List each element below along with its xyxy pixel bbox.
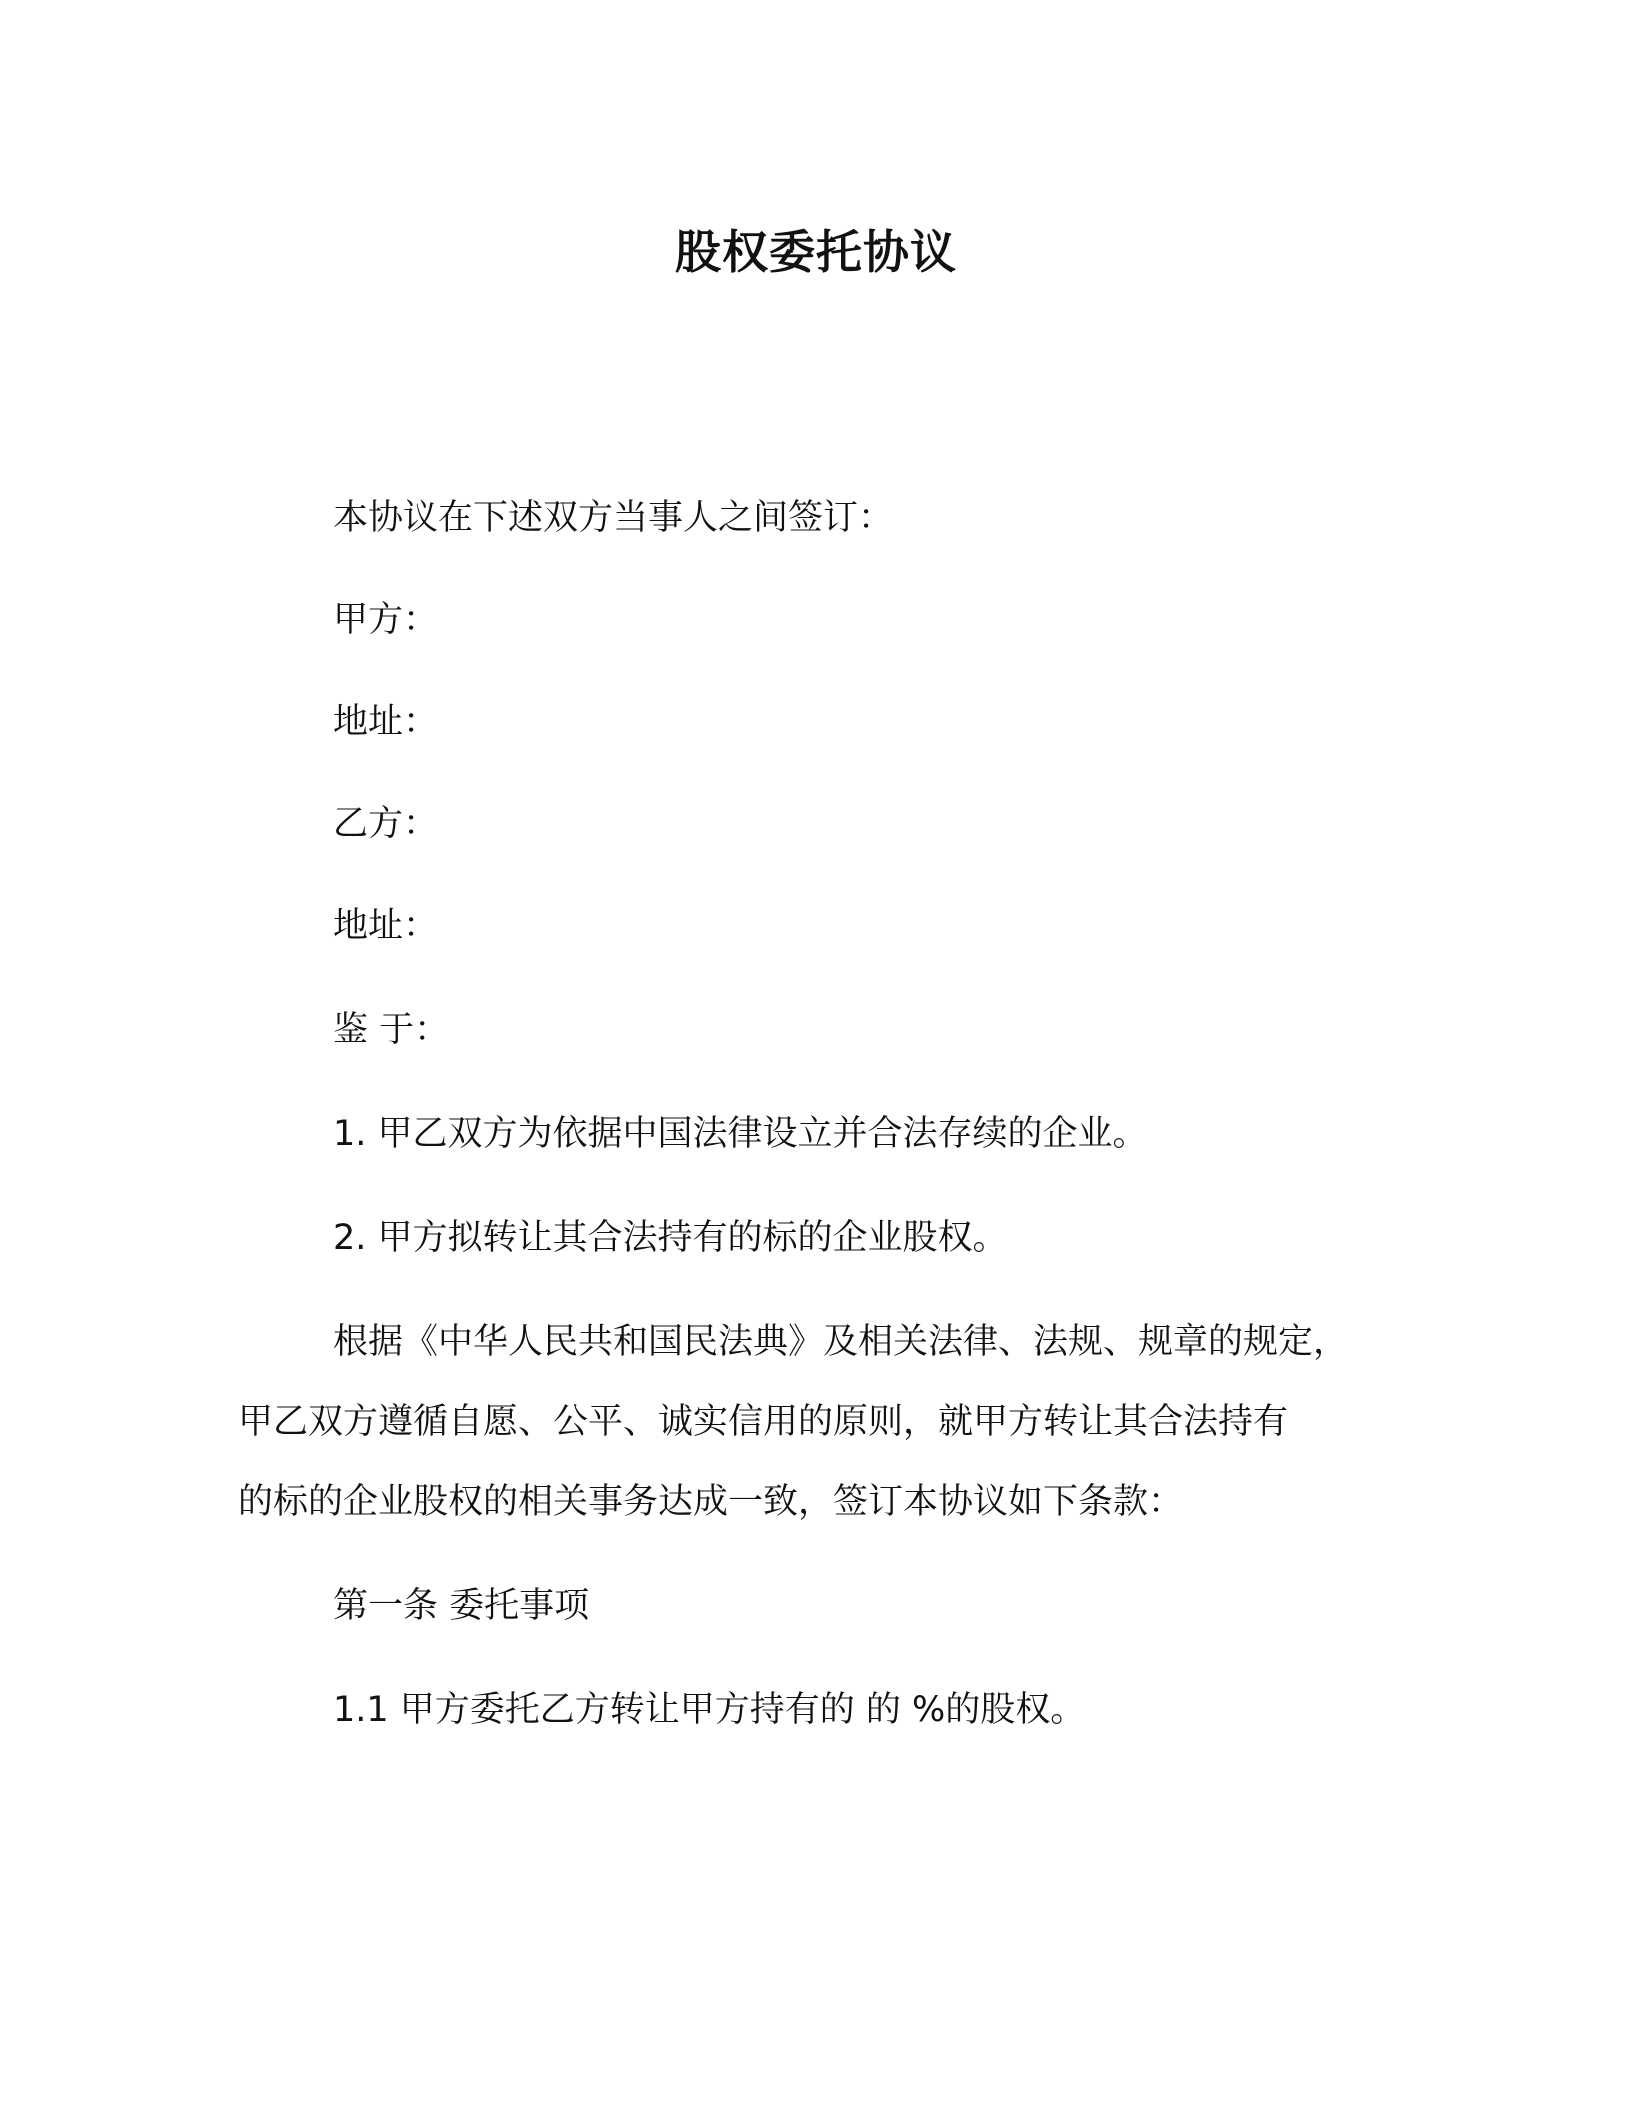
- intro-line: 本协议在下述双方当事人之间签订：: [333, 498, 894, 538]
- party-a-address-label: 地址：: [333, 702, 439, 742]
- whereas-item: 2. 甲方拟转让其合法持有的标的企业股权。: [333, 1218, 1008, 1258]
- whereas-label: 鉴 于：: [333, 1010, 450, 1050]
- party-b-address-label: 地址：: [333, 906, 439, 946]
- basis-paragraph-line: 甲乙双方遵循自愿、公平、诚实信用的原则，就甲方转让其合法持有: [238, 1402, 1289, 1442]
- party-b-label: 乙方：: [333, 804, 439, 844]
- basis-paragraph-line: 的标的企业股权的相关事务达成一致，签订本协议如下条款：: [238, 1482, 1184, 1522]
- article-1-clause-1: 1.1 甲方委托乙方转让甲方持有的 的 %的股权。: [333, 1690, 1086, 1730]
- basis-paragraph-line: 根据《中华人民共和国民法典》及相关法律、法规、规章的规定，: [333, 1322, 1349, 1362]
- article-1-heading: 第一条 委托事项: [333, 1586, 590, 1626]
- document-title: 股权委托协议: [675, 225, 957, 279]
- whereas-item: 1. 甲乙双方为依据中国法律设立并合法存续的企业。: [333, 1114, 1148, 1154]
- party-a-label: 甲方：: [333, 600, 439, 640]
